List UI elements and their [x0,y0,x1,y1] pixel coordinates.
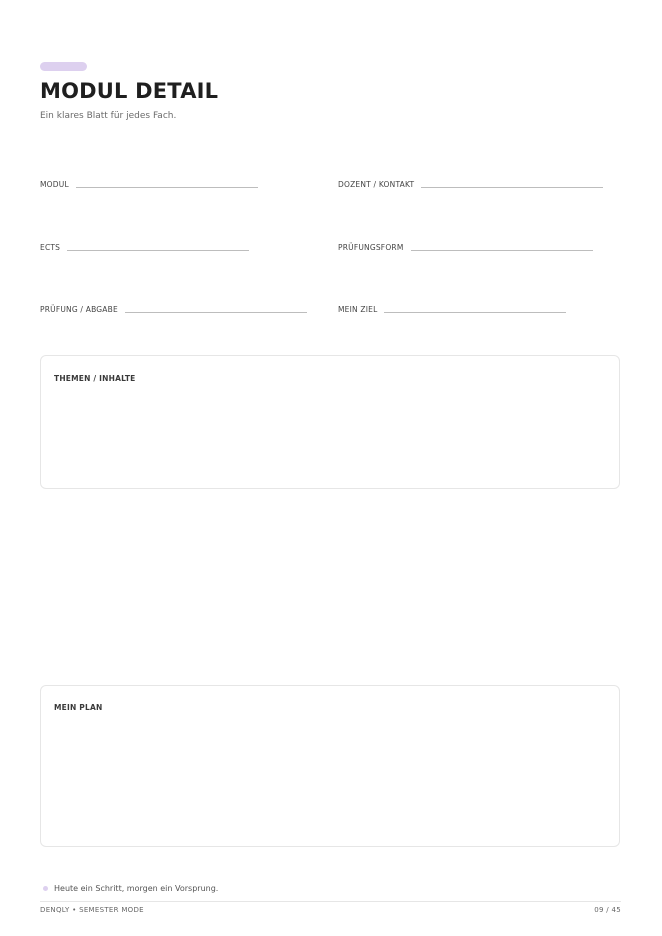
field-pruefungsform[interactable] [338,243,593,252]
field-label: DOZENT / KONTAKT [338,180,415,189]
themen-box-label: THEMEN / INHALTE [54,374,136,383]
field-line[interactable] [384,311,566,313]
themen-box[interactable] [40,355,620,489]
field-line[interactable] [421,186,603,188]
field-ects[interactable] [40,243,249,252]
field-label: MEIN ZIEL [338,305,378,314]
field-label: ECTS [40,243,61,252]
page-number: 09 / 45 [594,906,621,914]
field-label: PRÜFUNG / ABGABE [40,305,118,314]
field-label: MODUL [40,180,69,189]
field-label: PRÜFUNGSFORM [338,243,404,252]
plan-box-label: MEIN PLAN [54,703,103,712]
field-ziel[interactable] [338,305,566,314]
field-line[interactable] [76,186,258,188]
accent-pill [40,62,87,71]
motto-text: Heute ein Schritt, morgen ein Vorsprung. [54,884,219,893]
field-line[interactable] [411,249,593,251]
field-modul[interactable] [40,180,258,189]
footer-divider [40,901,621,902]
plan-box[interactable] [40,685,620,847]
page-title: MODUL DETAIL [40,79,219,103]
motto-dot [43,886,48,891]
page-subtitle: Ein klares Blatt für jedes Fach. [40,111,177,121]
field-pruefung[interactable] [40,305,307,314]
footer-brand: DENQLY • SEMESTER MODE [40,906,144,914]
field-line[interactable] [125,311,307,313]
field-line[interactable] [67,249,249,251]
field-dozent[interactable] [338,180,603,189]
